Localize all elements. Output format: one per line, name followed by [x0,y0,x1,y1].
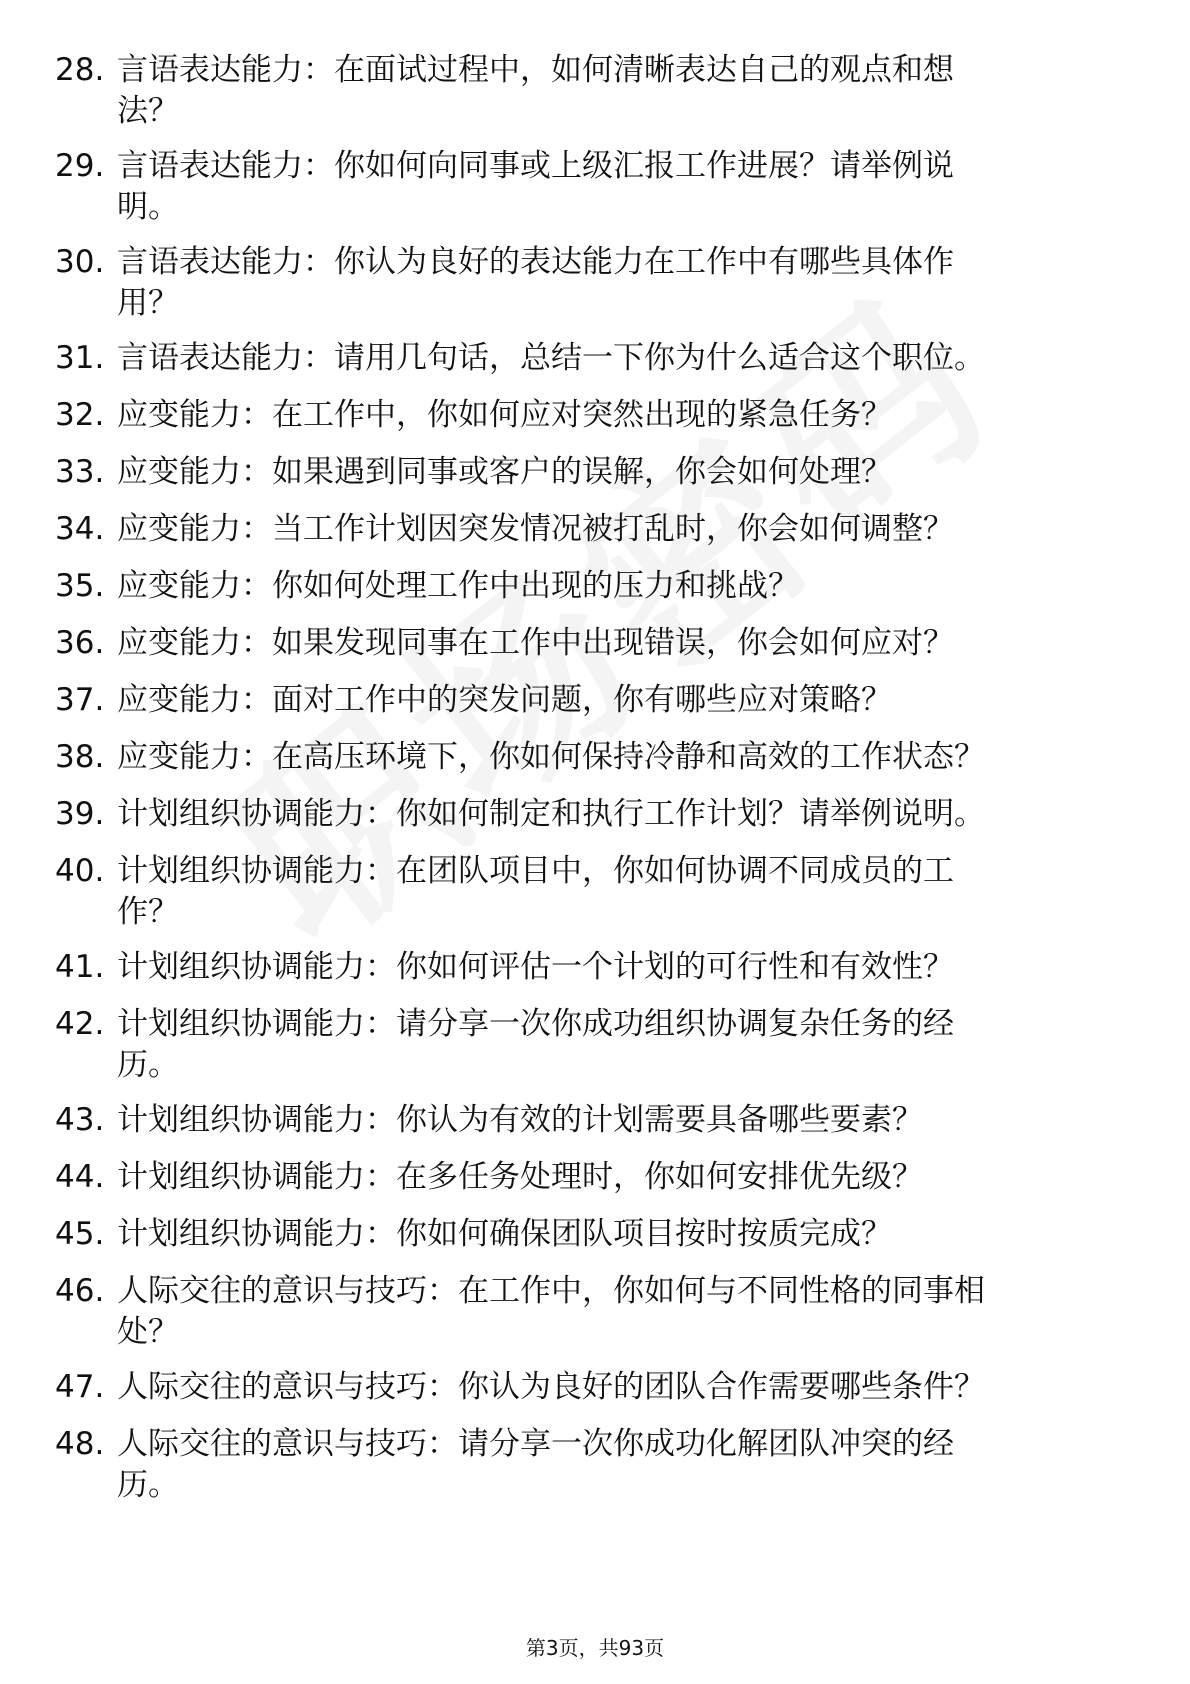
question-item-28 [55,50,1145,132]
question-text: 应变能力：面对工作中的突发问题，你有哪些应对策略？ [117,682,892,718]
question-item-37 [55,680,1145,721]
question-item-44 [55,1157,1145,1198]
question-text: 计划组织协调能力：在多任务处理时，你如何安排优先级？ [117,1159,923,1195]
question-item-35 [55,566,1145,607]
question-number: 39. [55,796,105,832]
question-text: 应变能力：如果发现同事在工作中出现错误，你会如何应对？ [117,625,954,661]
question-item-36 [55,623,1145,664]
question-text: 人际交往的意识与技巧：请分享一次你成功化解团队冲突的经历。 [117,1426,954,1503]
question-item-30 [55,242,1145,324]
question-number: 40. [55,853,105,889]
question-number: 35. [55,568,105,604]
question-text: 言语表达能力：你认为良好的表达能力在工作中有哪些具体作用？ [117,244,954,321]
question-item-48 [55,1424,1145,1506]
question-number: 41. [55,949,105,985]
question-number: 48. [55,1426,105,1462]
question-list [55,50,1145,1506]
question-item-29 [55,146,1145,228]
question-number: 32. [55,397,105,433]
question-number: 42. [55,1006,105,1042]
question-number: 30. [55,244,105,280]
question-number: 28. [55,52,105,88]
question-text: 应变能力：当工作计划因突发情况被打乱时，你会如何调整？ [117,511,954,547]
question-text: 应变能力：你如何处理工作中出现的压力和挑战？ [117,568,799,604]
question-text: 言语表达能力：请用几句话，总结一下你为什么适合这个职位。 [117,340,985,376]
question-text: 计划组织协调能力：你如何评估一个计划的可行性和有效性？ [117,949,954,985]
question-text: 应变能力：在高压环境下，你如何保持冷静和高效的工作状态？ [117,739,985,775]
question-number: 33. [55,454,105,490]
question-item-39 [55,794,1145,835]
question-text: 应变能力：在工作中，你如何应对突然出现的紧急任务？ [117,397,892,433]
question-text: 计划组织协调能力：你如何制定和执行工作计划？请举例说明。 [117,796,985,832]
question-text: 言语表达能力：在面试过程中，如何清晰表达自己的观点和想法？ [117,52,954,129]
question-text: 计划组织协调能力：请分享一次你成功组织协调复杂任务的经历。 [117,1006,954,1083]
question-number: 46. [55,1273,105,1309]
question-number: 45. [55,1216,105,1252]
question-item-31 [55,338,1145,379]
question-item-40 [55,851,1145,933]
page-number: 第3页，共93页 [525,1636,665,1660]
question-item-34 [55,509,1145,550]
question-item-33 [55,452,1145,493]
question-number: 38. [55,739,105,775]
question-text: 人际交往的意识与技巧：在工作中，你如何与不同性格的同事相处？ [117,1273,985,1350]
question-text: 应变能力：如果遇到同事或客户的误解，你会如何处理？ [117,454,892,490]
question-item-45 [55,1214,1145,1255]
question-number: 31. [55,340,105,376]
question-item-47 [55,1367,1145,1408]
question-text: 计划组织协调能力：你如何确保团队项目按时按质完成？ [117,1216,892,1252]
question-item-41 [55,947,1145,988]
question-item-43 [55,1100,1145,1141]
question-number: 34. [55,511,105,547]
question-text: 计划组织协调能力：你认为有效的计划需要具备哪些要素？ [117,1102,923,1138]
question-item-38 [55,737,1145,778]
question-item-42 [55,1004,1145,1086]
question-number: 36. [55,625,105,661]
question-item-32 [55,395,1145,436]
question-number: 43. [55,1102,105,1138]
question-item-46 [55,1271,1145,1353]
question-number: 29. [55,148,105,184]
question-text: 言语表达能力：你如何向同事或上级汇报工作进展？请举例说明。 [117,148,954,225]
question-text: 计划组织协调能力：在团队项目中，你如何协调不同成员的工作？ [117,853,954,930]
question-text: 人际交往的意识与技巧：你认为良好的团队合作需要哪些条件？ [117,1369,985,1405]
question-number: 44. [55,1159,105,1195]
question-number: 47. [55,1369,105,1405]
question-number: 37. [55,682,105,718]
